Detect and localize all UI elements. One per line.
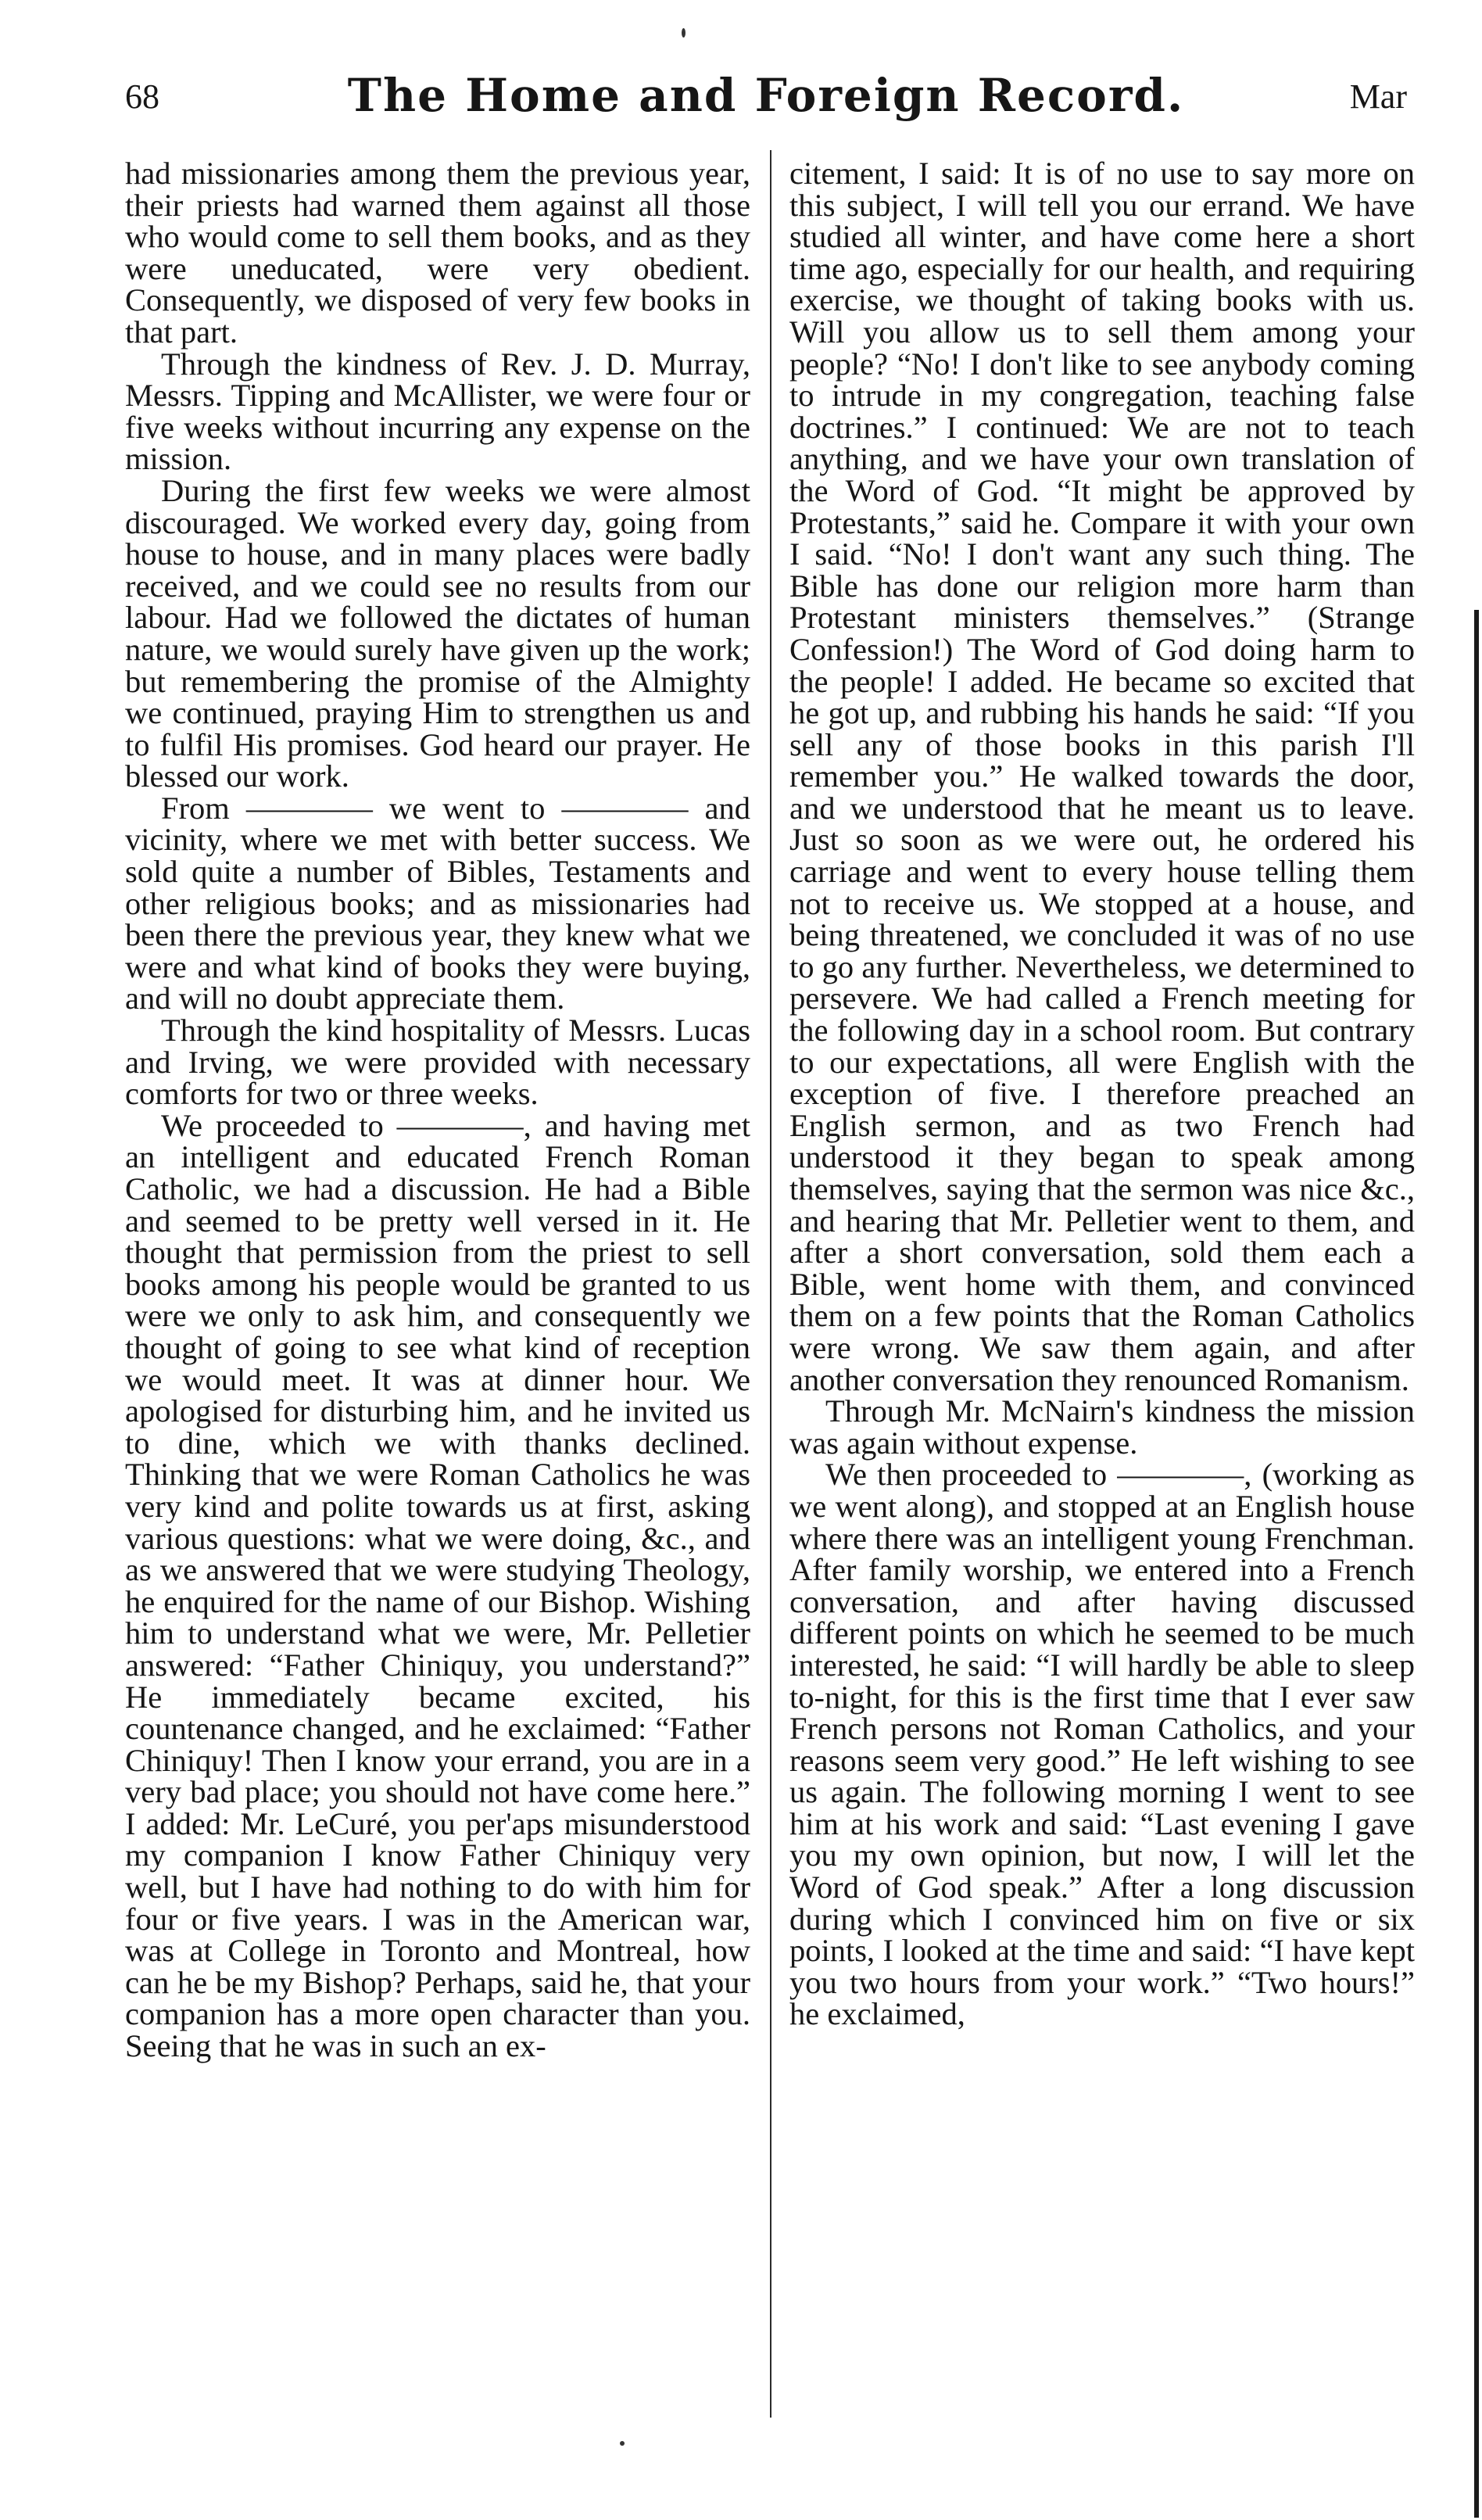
page-header: [125, 69, 1407, 131]
page-edge-shadow: [1474, 610, 1479, 2518]
paragraph: During the first few weeks we were almost discouraged. We worked every day, going from house to house, and in many places were badly received, and we could see no results from our labour. Had we followed the dictates of human nature, we would surely have given up the work; but remembering the promise of the Almighty we continued, praying Him to strengthen us and to fulfil His promises. God heard our prayer. He blessed our work.: [125, 472, 750, 794]
paragraph: Through the kind hospitality of Messrs. Lucas and Irving, we were provided with necessary comforts for two or three weeks.: [125, 1013, 750, 1112]
column-divider: [770, 150, 771, 2418]
left-column: [125, 158, 750, 2063]
paragraph: From ———— we went to ———— and vicinity, where we met with better success. We sold quite a number of Bibles, Testaments and other religious books; and as missionaries had been there the previous year, they knew what we were and what kind of books they were buying, and will no doubt appreciate them.: [125, 790, 750, 1016]
right-column: [789, 158, 1415, 2031]
paragraph: citement, I said: It is of no use to say more on this subject, I will tell you our errand. We have studied all winter, and have come here a short time ago, especially for our health, and requiring exercise, we thought of taking books with us. Will you allow us to sell them among your people? “No! I don't like to see anybody coming to intrude in my congregation, teaching false doctrines.” I continued: We are not to teach anything, and we have your own translation of the Word of God. “It might be approved by Protestants,” said he. Compare it with your own I said. “No! I don't want any such thing. The Bible has done our religion more harm than Protestant ministers themselves.” (Strange Confession!) The Word of God doing harm to the people! I added. He became so excited that he got up, and rubbing his hands he said: “If you sell any of those books in this parish I'll remember you.” He walked towards the door, and we understood that he meant us to leave. Just so soon as we were out, he ordered his carriage and went to every house telling them not to receive us. We stopped at a house, and being threatened, we concluded it was of no use to go any further. Nevertheless, we determined to persevere. We had called a French meeting for the following day in a school room. But contrary to our expectations, all were English with the exception of five. I therefore preached an English sermon, and as two French had understood it they began to speak among themselves, saying that the sermon was nice &c., and hearing that Mr. Pelletier went to them, and after a short conversation, sold them each a Bible, went home with them, and convinced them on a few points that the Roman Catholics were wrong. We saw them again, and after another conversation they renounced Romanism.: [789, 156, 1415, 1397]
print-speck: [620, 2441, 625, 2446]
paragraph: We then proceeded to ————, (working as we went along), and stopped at an English house where there was an intelligent young Frenchman. After family worship, we entered into a French conversation, and after having discussed different points on which he seemed to be much interested, he said: “I will hardly be able to sleep to-night, for this is the first time that I ever saw French persons not Roman Catholics, and your reasons seem very good.” He left wishing to see us again. The following morning I went to see him at his work and said: “Last evening I gave you my own opinion, but now, I will let the Word of God speak.” After a long discussion during which I convinced him on five or six points, I looked at the time and said: “I have kept you two hours from your work.” “Two hours!” he exclaimed,: [789, 1457, 1415, 2032]
paragraph: had missionaries among them the previous year, their priests had warned them against all those who would come to sell them books, and as they were uneducated, were very obedient. Consequently, we disposed of very few books in that part.: [125, 156, 750, 350]
paragraph: We proceeded to ————, and having met an intelligent and educated French Roman Catholic, we had a discussion. He had a Bible and seemed to be pretty well versed in it. He thought that permission from the priest to sell books among his people would be granted to us were we only to ask him, and consequently we thought of going to see what kind of reception we would meet. It was at dinner hour. We apologised for disturbing him, and he invited us to dine, which we with thanks declined. Thinking that we were Roman Catholics he was very kind and polite towards us at first, asking various questions: what we were doing, &c., and as we answered that we were studying Theology, he enquired for the name of our Bishop. Wishing him to understand what we were, Mr. Pelletier answered: “Father Chiniquy, you understand?” He immediately became excited, his countenance changed, and he exclaimed: “Father Chiniquy! Then I know your errand, you are in a very bad place; you should not have come here.” I added: Mr. LeCuré, you per'aps misunderstood my companion I know Father Chiniquy very well, but I have had nothing to do with him for four or five years. I was in the American war, was at College in Toronto and Montreal, how can he be my Bishop? Perhaps, said he, that your companion has a more open character than you. Seeing that he was in such an ex-: [125, 1107, 750, 2064]
paragraph: Through the kindness of Rev. J. D. Murray, Messrs. Tipping and McAllister, we were four or five weeks without incurring any expense on the mission.: [125, 346, 750, 477]
running-title: The Home and Foreign Record.: [347, 69, 1185, 122]
paragraph: Through Mr. McNairn's kindness the mission was again without expense.: [789, 1393, 1415, 1461]
print-speck: [682, 28, 686, 38]
page-number: 68: [125, 77, 159, 116]
running-month: Mar: [1349, 77, 1407, 116]
